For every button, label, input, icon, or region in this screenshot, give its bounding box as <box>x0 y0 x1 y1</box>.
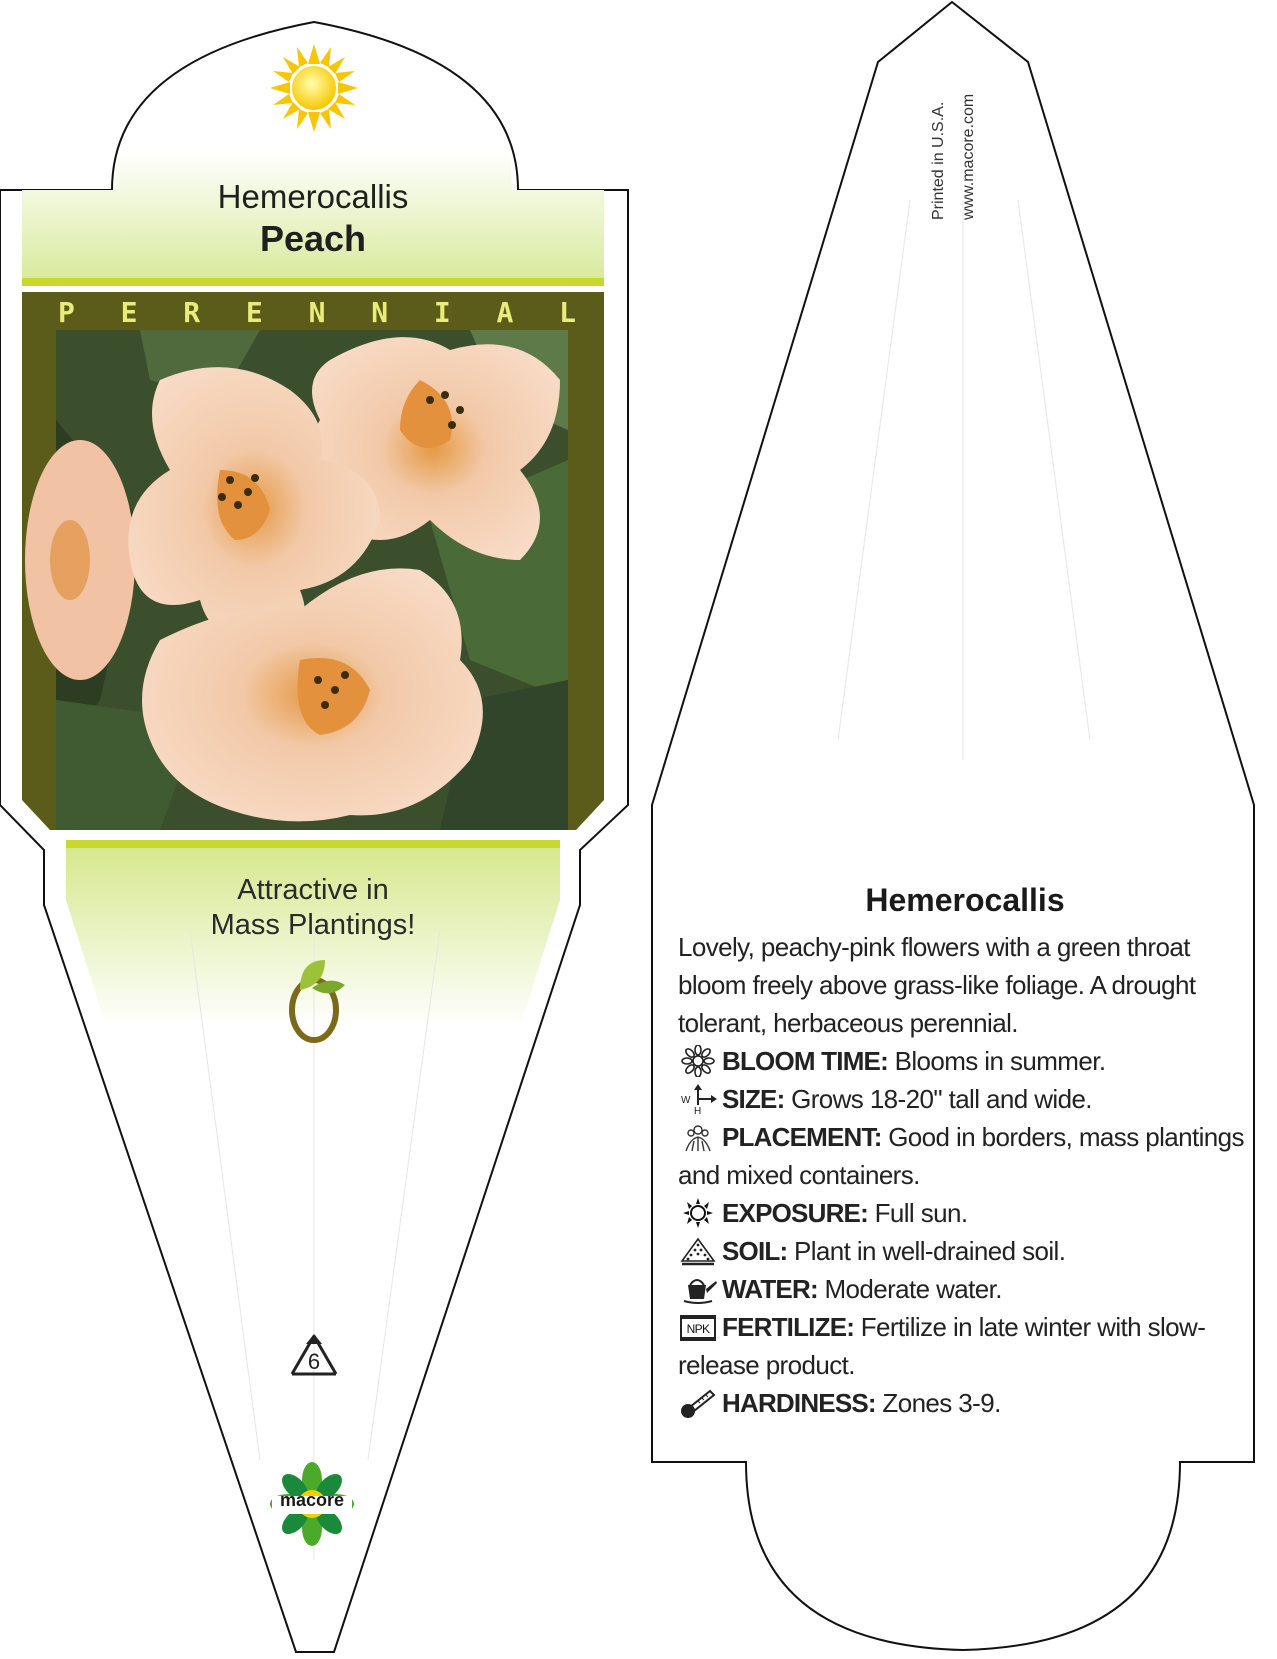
category-letter: E <box>245 296 263 329</box>
care-row-fertilize <box>678 1308 1250 1384</box>
category-letter: R <box>183 296 201 329</box>
care-label: HARDINESS: <box>722 1388 876 1418</box>
category-letter: P <box>58 296 75 329</box>
care-label: SIZE: <box>722 1084 785 1114</box>
care-info <box>678 928 1250 1422</box>
care-value: Grows 18-20" tall and wide. <box>791 1084 1092 1114</box>
brand-name: macore <box>279 1490 345 1510</box>
sun-exposure-icon <box>270 44 358 132</box>
category-letter: I <box>433 296 451 329</box>
care-row-bloom <box>678 1042 1250 1080</box>
care-row-exposure <box>678 1194 1250 1232</box>
care-label: BLOOM TIME: <box>722 1046 888 1076</box>
category-label <box>58 296 576 329</box>
flower-photo <box>25 330 568 830</box>
care-row-water <box>678 1270 1250 1308</box>
care-row-placement <box>678 1118 1250 1194</box>
care-value: Full sun. <box>874 1198 968 1228</box>
size-icon-h: H <box>694 1106 701 1115</box>
tagline-line: Mass Plantings! <box>210 909 416 941</box>
care-value: Plant in well-drained soil. <box>793 1236 1066 1266</box>
care-row-hardiness <box>678 1384 1250 1422</box>
front-tagline <box>150 873 476 943</box>
care-value: Fertilize in late winter with slow-release product. <box>678 1312 1206 1380</box>
care-label: SOIL: <box>722 1236 788 1266</box>
tagline-line: Attractive in <box>237 874 389 906</box>
back-title: Hemerocallis <box>865 882 1065 918</box>
header-stripe <box>22 278 604 286</box>
watering-can-icon <box>678 1273 718 1305</box>
printed-in-label: Printed in U.S.A. <box>930 101 947 220</box>
care-label: FERTILIZE: <box>722 1312 855 1342</box>
front-cultivar-title: Peach <box>259 218 367 259</box>
soil-icon <box>678 1235 718 1267</box>
care-value: Moderate water. <box>824 1274 1002 1304</box>
description: Lovely, peachy-pink flowers with a green throat bloom freely above grass-like foliage. A drought tolerant, herbaceous perennial. <box>678 932 1196 1038</box>
size-icon <box>678 1083 718 1115</box>
category-letter: N <box>371 296 389 329</box>
recycle-code: 6 <box>307 1349 321 1374</box>
npk-icon <box>678 1311 718 1343</box>
category-letter: E <box>120 296 138 329</box>
care-row-soil <box>678 1232 1250 1270</box>
placement-icon <box>678 1121 718 1153</box>
care-value: Good in borders, mass plantings and mixed containers. <box>678 1122 1244 1190</box>
size-icon-w: W <box>681 1095 690 1106</box>
care-label: EXPOSURE: <box>722 1198 868 1228</box>
care-row-size <box>678 1080 1250 1118</box>
sun-icon <box>678 1197 718 1229</box>
care-value: Blooms in summer. <box>894 1046 1106 1076</box>
npk-icon-text: NPK <box>686 1322 710 1336</box>
category-letter: A <box>496 296 514 329</box>
care-value: Zones 3-9. <box>882 1388 1001 1418</box>
category-letter: L <box>559 296 576 329</box>
care-label: WATER: <box>722 1274 818 1304</box>
thermometer-icon <box>678 1387 718 1419</box>
website-label: www.macore.com <box>960 93 977 220</box>
footer-stripe <box>22 840 604 848</box>
category-letter: N <box>308 296 326 329</box>
flower-icon <box>678 1045 718 1077</box>
front-genus-title: Hemerocallis <box>217 178 409 215</box>
care-label: PLACEMENT: <box>722 1122 882 1152</box>
